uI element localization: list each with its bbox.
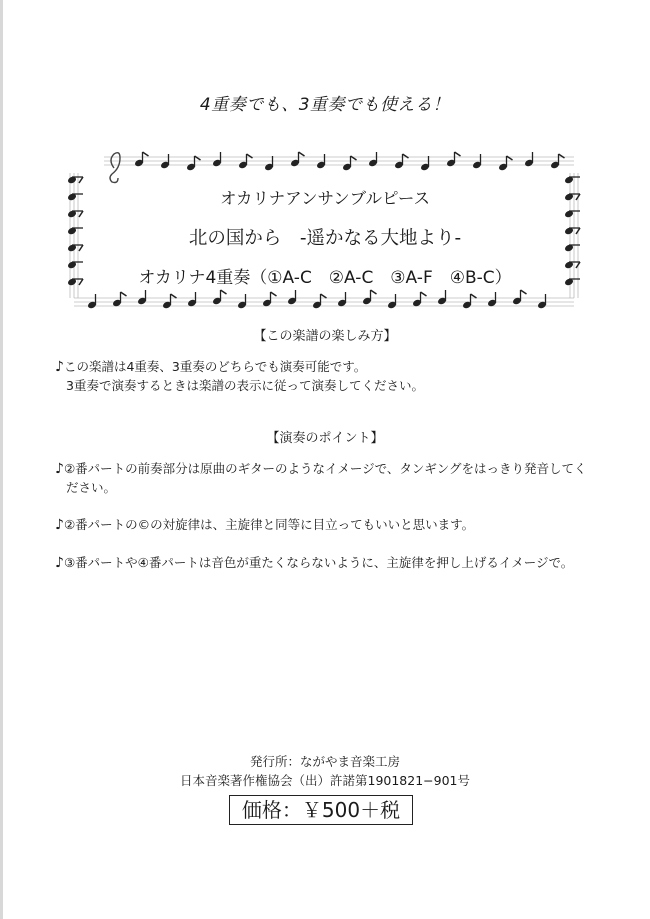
enjoy-heading: 【この楽譜の楽しみ方】 <box>253 329 397 344</box>
eighth-note-icon <box>187 292 197 307</box>
eighth-note-icon <box>264 156 274 171</box>
eighth-note-icon <box>342 156 357 171</box>
eighth-note-icon <box>487 292 497 307</box>
enjoy-text-1: この楽譜は4重奏、3重奏のどちらでも演奏可能です。 <box>63 359 367 374</box>
eighth-note-icon <box>186 156 201 171</box>
eighth-note-icon <box>564 210 580 219</box>
eighth-note-icon <box>67 176 83 185</box>
point-1-text-cont: ださい。 <box>66 480 117 495</box>
eighth-note-icon <box>160 154 170 169</box>
enjoy-text-2: 3重奏で演奏するときは楽譜の表示に従って演奏してください。 <box>66 378 424 393</box>
point-3-text: ③番パートや④番パートは音色が重たくならないように、主旋律を押し上げるイメージで。 <box>63 555 574 570</box>
series-title: オカリナアンサンブルピース <box>219 189 431 208</box>
point-item-1 <box>55 459 587 477</box>
point-item-3 <box>55 553 573 571</box>
price-box: 価格：￥500＋税 <box>229 795 413 825</box>
eighth-note-icon <box>498 156 513 171</box>
enjoy-line-1 <box>55 357 366 375</box>
point-item-2 <box>55 515 474 533</box>
eighth-note-icon <box>394 154 409 169</box>
eighth-note-icon <box>337 292 347 307</box>
publisher-name: 発行所：ながやま音楽工房 <box>249 754 400 769</box>
eighth-note-icon <box>316 154 326 169</box>
eighth-note-icon <box>112 292 127 307</box>
eighth-note-icon <box>67 210 83 219</box>
eighth-note-icon <box>420 156 430 171</box>
note-icon: ♪ <box>55 555 64 571</box>
eighth-note-icon <box>412 292 427 307</box>
tagline: 4重奏でも、3重奏でも使える！ <box>199 95 451 115</box>
instrumentation: オカリナ4重奏（①A-C ②A-C ③A-F ④B-C） <box>138 268 512 288</box>
points-heading: 【演奏のポイント】 <box>266 431 384 446</box>
note-icon: ♪ <box>55 517 64 533</box>
eighth-note-icon <box>564 176 580 185</box>
piece-title: 北の国から -遥かなる大地より- <box>188 228 462 249</box>
note-icon: ♪ <box>55 461 64 477</box>
eighth-note-icon <box>262 292 277 307</box>
eighth-note-icon <box>472 154 482 169</box>
point-1-text: ②番パートの前奏部分は原曲のギターのようなイメージで、タンギングをはっきり発音してく <box>63 461 587 476</box>
eighth-note-icon <box>550 154 565 169</box>
point-2-text: ②番パートの©の対旋律は、主旋律と同等に目立ってもいいと思います。 <box>63 517 475 532</box>
eighth-note-icon <box>238 154 253 169</box>
note-icon: ♪ <box>55 359 64 375</box>
copyright-permit: 日本音楽著作権協会（出）許諾第1901821−901号 <box>179 773 470 788</box>
